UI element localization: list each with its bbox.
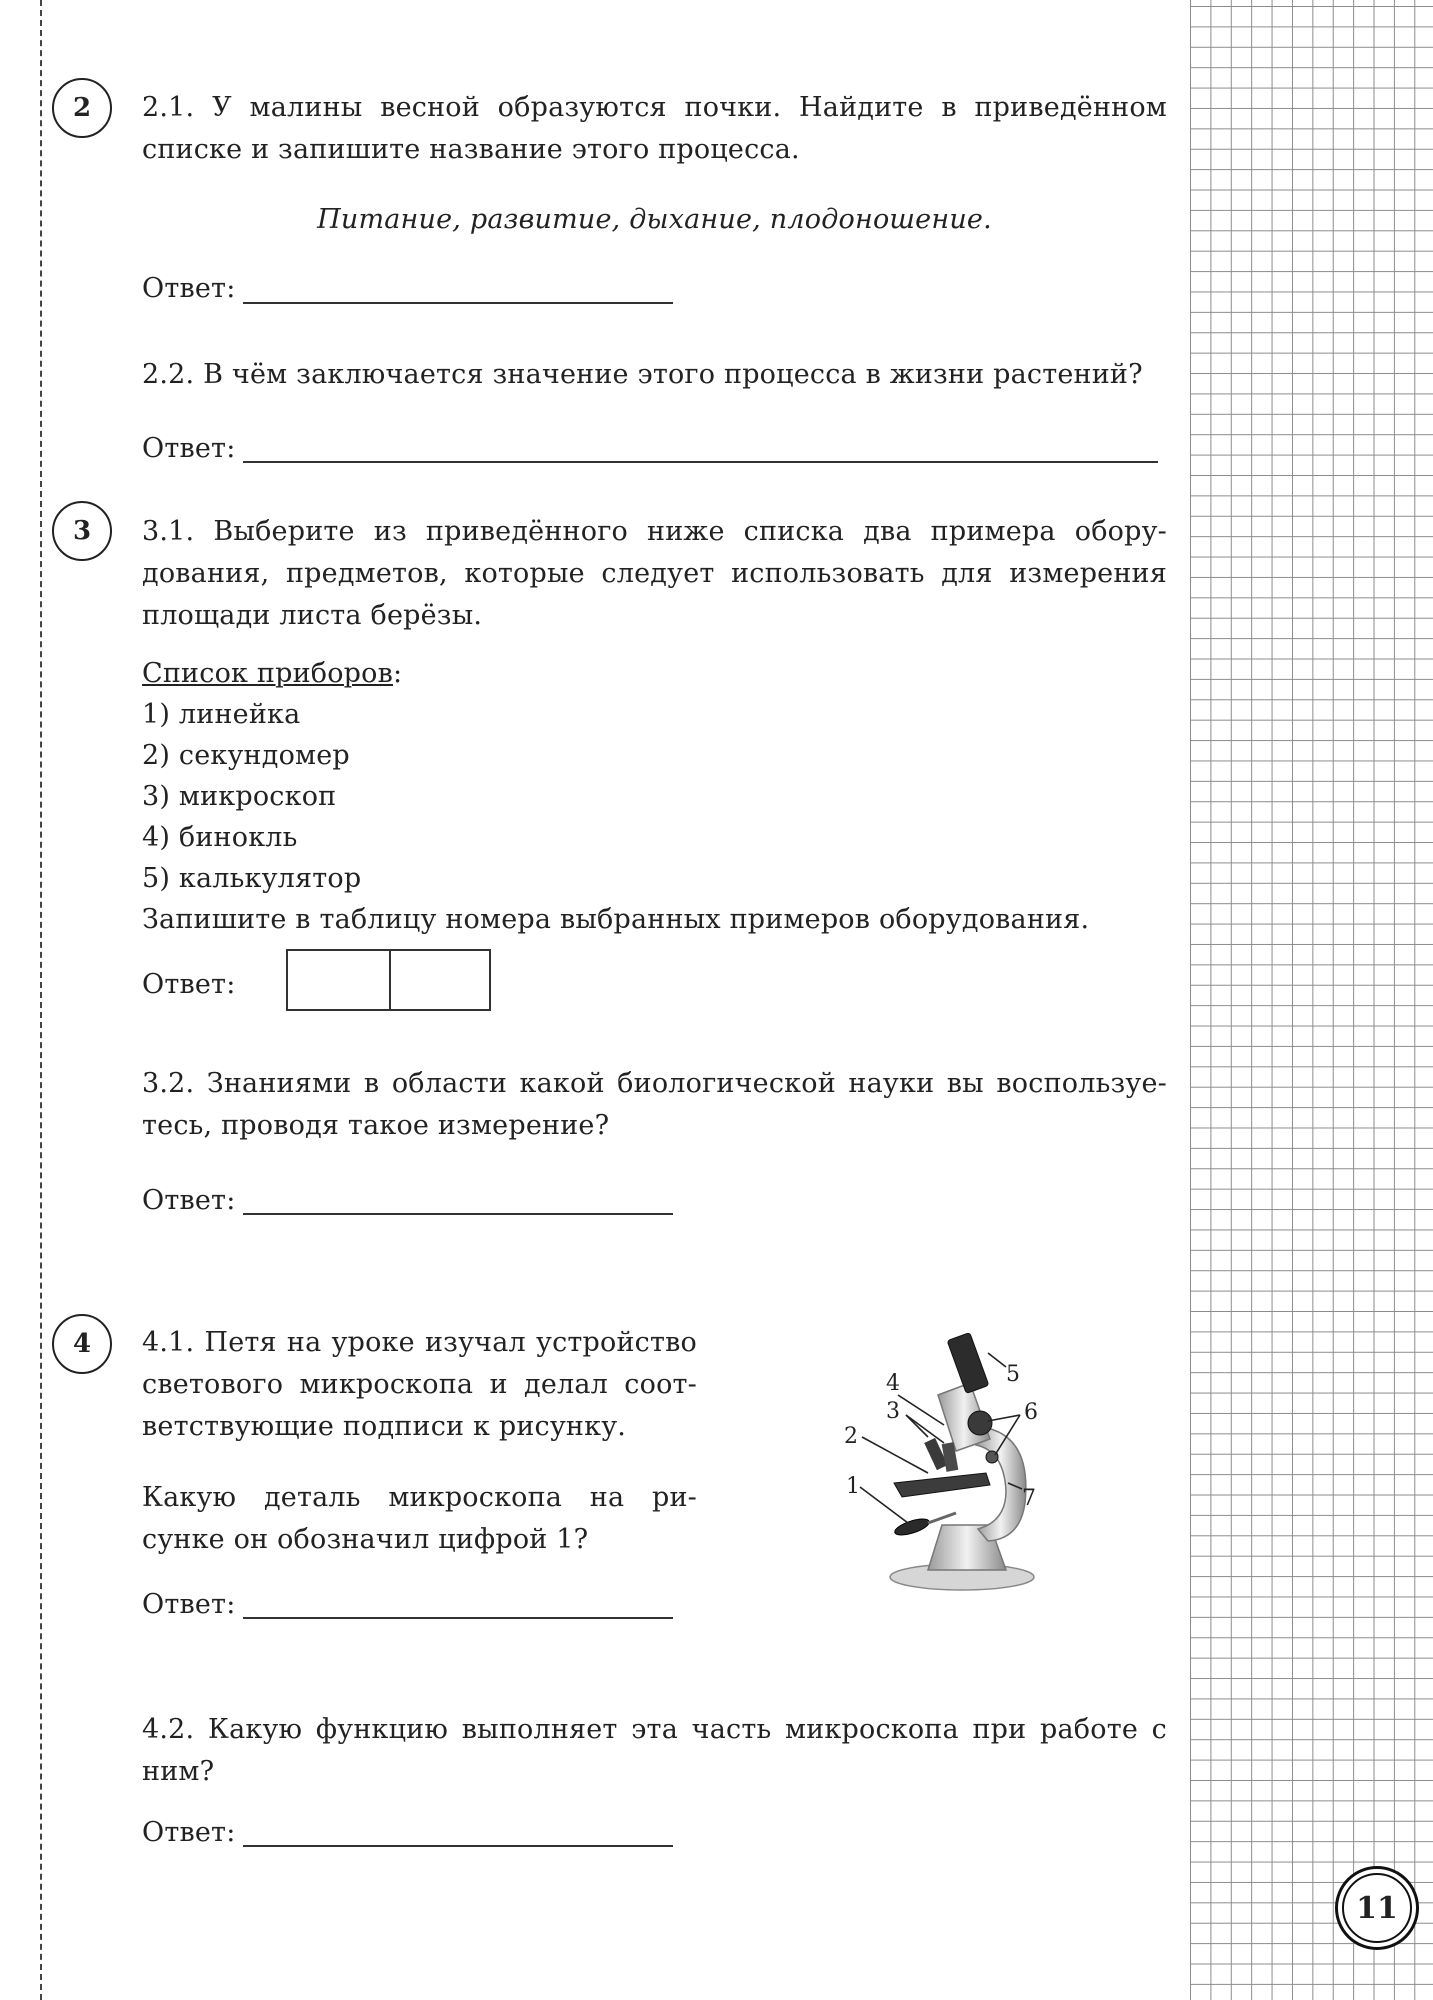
eyepiece [947,1333,989,1394]
task2-q1-line2: списке и запишите название этого процесса. [142,134,800,165]
answer-field-2-2[interactable] [243,461,1158,463]
task3-q2-line2: тесь, проводя такое измерение? [142,1110,610,1141]
task4-q2-line2: ним? [142,1756,215,1787]
task4-q1-line1: 4.1. Петя на уроке изучал устройство [142,1327,697,1358]
task4-q1-line3: ветствующие подписи к рисунку. [142,1411,627,1442]
task2-options: Питание, развитие, дыхание, плодоношение. [317,204,992,235]
answer-field-4-2[interactable] [243,1845,673,1847]
task3-instruction: Запишите в таблицу номера выбранных примеров оборудования. [142,904,1090,935]
answer-label-3-2: Ответ: [142,1185,236,1216]
list-item: 4) бинокль [142,822,298,853]
instrument-list-title [142,653,402,694]
figure-label-5: 5 [1006,1362,1020,1387]
task4-q1b-line2: сунке он обозначил цифрой 1? [142,1524,589,1555]
figure-label-1: 1 [846,1474,860,1499]
page-number-badge [1335,1866,1419,1950]
task2-q1-line1: 2.1. У малины весной образуются почки. Найдите в приведённом [142,92,1167,123]
answer-label-3-1: Ответ: [142,969,236,1000]
task3-q2-line1: 3.2. Знаниями в области какой биологической науки вы воспользуе- [142,1068,1167,1099]
page-number: 11 [1342,1873,1412,1943]
task3-q1-line2: дования, предметов, которые следует использовать для измерения [142,558,1167,589]
figure-label-2: 2 [844,1424,858,1449]
focus-knob [968,1411,992,1435]
stage [894,1473,990,1497]
answer-label-2-1: Ответ: [142,273,236,304]
list-item: 3) микроскоп [142,781,337,812]
figure-label-4: 4 [886,1371,900,1396]
answer-cell-2[interactable] [390,951,488,1009]
answer-field-4-1[interactable] [243,1617,673,1619]
task-number-3: 3 [52,501,112,561]
instrument-list-title-text: Список приборов [142,658,394,689]
task3-q1-line1: 3.1. Выберите из приведённого ниже списка два примера обору- [142,516,1167,547]
task4-q2-line1: 4.2. Какую функцию выполняет эта часть микроскопа при работе с [142,1714,1167,1745]
mirror [893,1516,931,1539]
microscope-figure [810,1315,1080,1595]
task2-q2: 2.2. В чём заключается значение этого процесса в жизни растений? [142,359,1143,390]
answer-field-3-2[interactable] [243,1213,673,1215]
figure-label-7: 7 [1022,1486,1036,1511]
task4-q1b-line1: Какую деталь микроскопа на ри- [142,1482,697,1513]
answer-label-4-1: Ответ: [142,1589,236,1620]
answer-field-2-1[interactable] [243,302,673,304]
list-item: 2) секундомер [142,740,350,771]
mirror-holder [928,1513,956,1523]
grid-margin [1190,0,1433,2000]
task-number-2: 2 [52,78,112,138]
list-item: 5) калькулятор [142,863,362,894]
figure-label-3: 3 [886,1399,900,1424]
instrument-list-title-colon: : [393,658,403,689]
answer-label-4-2: Ответ: [142,1817,236,1848]
task4-q1-line2: светового микроскопа и делал соот- [142,1369,697,1400]
cut-line [40,0,42,2000]
task-number-4: 4 [52,1314,112,1374]
answer-cell-1[interactable] [288,951,386,1009]
answer-label-2-2: Ответ: [142,433,236,464]
figure-label-6: 6 [1024,1400,1038,1425]
list-item: 1) линейка [142,699,301,730]
task3-q1-line3: площади листа берёзы. [142,600,483,631]
